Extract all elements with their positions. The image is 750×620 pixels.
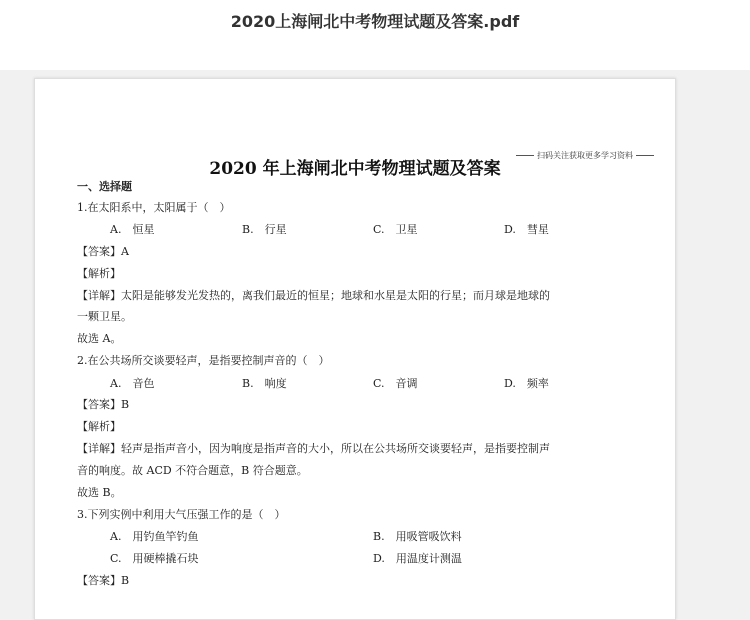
question-2-stem: 2.在公共场所交谈要轻声，是指要控制声音的（ ） [77, 354, 330, 367]
q1-detail-line-2: 一颗卫星。 [77, 310, 132, 323]
q3-option-c: C. 用硬棒撬石块 [110, 552, 199, 565]
section-title: 一、选择题 [77, 180, 132, 193]
q1-option-b: B. 行星 [242, 223, 287, 236]
q2-answer: 【答案】B [77, 398, 130, 411]
document-title: 2020上海闸北中考物理试题及答案.pdf [230, 12, 520, 31]
q2-option-a: A. 音色 [110, 377, 155, 390]
q1-conclusion: 故选 A。 [77, 332, 122, 345]
q3-answer: 【答案】B [77, 574, 130, 587]
q2-conclusion: 故选 B。 [77, 486, 122, 499]
q2-detail-line-1: 【详解】轻声是指声音小，因为响度是指声音的大小，所以在公共场所交谈要轻声，是指要控制声 [77, 442, 550, 455]
question-3-stem: 3.下列实例中利用大气压强工作的是（ ） [77, 508, 286, 521]
watermark-text: 扫码关注获取更多学习资料 [537, 151, 633, 160]
q1-analysis: 【解析】 [77, 267, 121, 280]
q1-option-d: D. 彗星 [504, 223, 549, 236]
viewer-title-bar [0, 0, 750, 70]
q3-option-a: A. 用钓鱼竿钓鱼 [110, 530, 199, 543]
q1-answer: 【答案】A [77, 245, 129, 258]
q3-option-b: B. 用吸管吸饮料 [373, 530, 462, 543]
q3-option-d: D. 用温度计测温 [373, 552, 462, 565]
q1-detail-line-1: 【详解】太阳是能够发光发热的，离我们最近的恒星；地球和水星是太阳的行星；而月球是地球的 [77, 289, 550, 302]
q1-option-a: A. 恒星 [110, 223, 155, 236]
q2-analysis: 【解析】 [77, 420, 121, 433]
q2-option-c: C. 音调 [373, 377, 418, 390]
page-heading: 2020 年上海闸北中考物理试题及答案 [209, 159, 501, 179]
q2-detail-line-2: 音的响度。故 ACD 不符合题意，B 符合题意。 [77, 464, 308, 477]
q1-option-c: C. 卫星 [373, 223, 418, 236]
q2-option-b: B. 响度 [242, 377, 287, 390]
question-1-stem: 1.在太阳系中，太阳属于（ ） [77, 201, 231, 214]
q2-option-d: D. 频率 [504, 377, 549, 390]
